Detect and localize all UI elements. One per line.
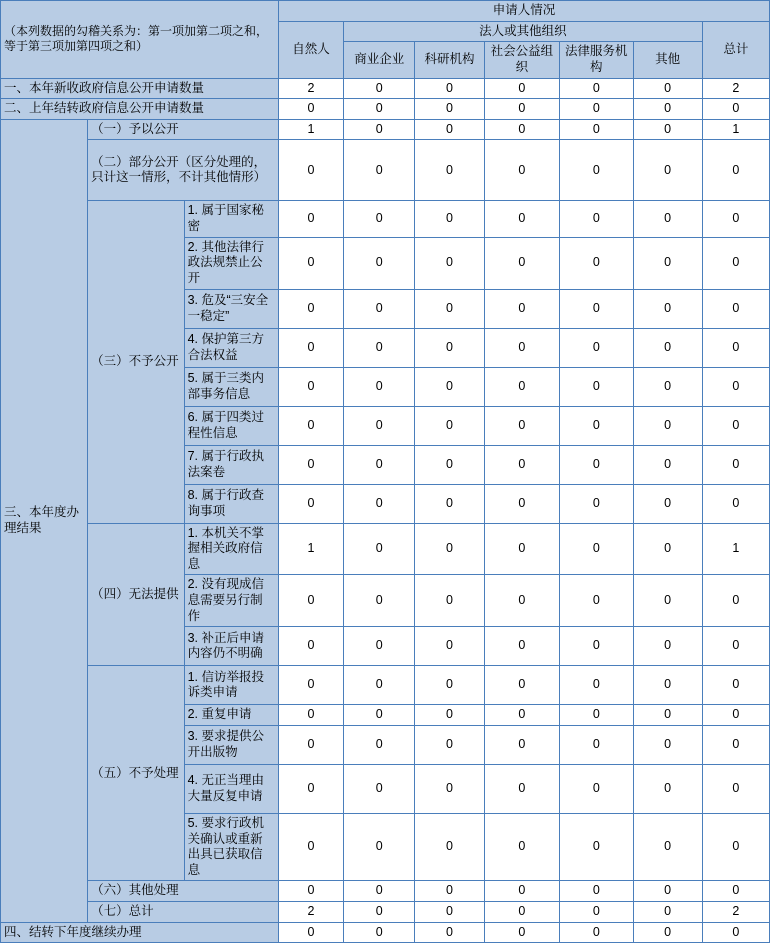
- table-row: [1, 201, 770, 237]
- cell-value: 0: [279, 705, 344, 726]
- cell-value: 0: [279, 881, 344, 902]
- cell-value: 0: [560, 813, 633, 881]
- cell-value: 0: [560, 201, 633, 237]
- row-label-published-materials: 3. 要求提供公开出版物: [184, 725, 278, 764]
- cell-value: 0: [560, 881, 633, 902]
- cell-value: 0: [702, 99, 769, 120]
- cell-value: 0: [633, 813, 702, 881]
- row-label-reconfirm-issued: 5. 要求行政机关确认或重新出具已获取信息: [184, 813, 278, 881]
- cell-value: 0: [344, 201, 415, 237]
- cell-value: 0: [344, 140, 415, 201]
- cell-value: 0: [633, 902, 702, 923]
- row-label-processing-results: 三、本年度办理结果: [1, 119, 88, 922]
- cell-value: 0: [344, 406, 415, 445]
- cell-value: 0: [484, 367, 560, 406]
- cell-value: 0: [279, 575, 344, 627]
- cell-value: 0: [560, 140, 633, 201]
- cell-value: 0: [344, 764, 415, 813]
- cell-value: 0: [484, 523, 560, 575]
- cell-value: 0: [633, 725, 702, 764]
- cell-value: 0: [344, 881, 415, 902]
- row-label-disclosed: （一）予以公开: [88, 119, 279, 140]
- cell-value: 0: [633, 406, 702, 445]
- cell-value: 0: [279, 406, 344, 445]
- row-label-internal-affairs: 5. 属于三类内部事务信息: [184, 367, 278, 406]
- cell-value: 0: [702, 484, 769, 523]
- row-label-admin-inquiry: 8. 属于行政查询事项: [184, 484, 278, 523]
- cell-value: 0: [560, 406, 633, 445]
- row-label-not-processed: （五）不予处理: [88, 666, 185, 881]
- cell-value: 0: [415, 406, 484, 445]
- header-natural-person: 自然人: [279, 21, 344, 78]
- cell-value: 0: [560, 764, 633, 813]
- header-legal-or-other: 法人或其他组织: [344, 21, 703, 42]
- cell-value: 0: [633, 666, 702, 705]
- cell-value: 0: [279, 328, 344, 367]
- cell-value: 0: [484, 902, 560, 923]
- header-total: 总计: [702, 21, 769, 78]
- cell-value: 0: [633, 367, 702, 406]
- cell-value: 0: [344, 367, 415, 406]
- cell-value: 0: [633, 289, 702, 328]
- row-label-subtotal: （七）总计: [88, 902, 279, 923]
- header-other: 其他: [633, 42, 702, 78]
- row-label-not-disclosed: （三）不予公开: [88, 201, 185, 523]
- cell-value: 0: [484, 328, 560, 367]
- row-label-partially-disclosed: （二）部分公开（区分处理的，只计这一情形，不计其他情形）: [88, 140, 279, 201]
- row-label-process-info: 6. 属于四类过程性信息: [184, 406, 278, 445]
- header-legal-service-org: 法律服务机构: [560, 42, 633, 78]
- cell-value: 0: [415, 523, 484, 575]
- cell-value: 0: [415, 367, 484, 406]
- cell-value: 0: [560, 445, 633, 484]
- cell-value: 0: [344, 902, 415, 923]
- row-label-other-law-prohibited: 2. 其他法律行政法规禁止公开: [184, 237, 278, 289]
- row-label-duplicate-application: 2. 重复申请: [184, 705, 278, 726]
- cell-value: 0: [344, 119, 415, 140]
- cell-value: 0: [415, 764, 484, 813]
- cell-value: 0: [415, 119, 484, 140]
- table-row: [1, 140, 770, 201]
- cell-value: 0: [702, 764, 769, 813]
- cell-value: 0: [415, 99, 484, 120]
- cell-value: 0: [633, 881, 702, 902]
- row-label-carried-over: 二、上年结转政府信息公开申请数量: [1, 99, 279, 120]
- row-label-still-unclear: 3. 补正后申请内容仍不明确: [184, 627, 278, 666]
- cell-value: 0: [633, 78, 702, 99]
- cell-value: 0: [279, 140, 344, 201]
- cell-value: 0: [702, 140, 769, 201]
- cell-value: 0: [560, 902, 633, 923]
- cell-value: 0: [415, 725, 484, 764]
- table-row: [1, 902, 770, 923]
- cell-value: 0: [484, 666, 560, 705]
- cell-value: 0: [560, 484, 633, 523]
- cell-value: 2: [702, 902, 769, 923]
- cell-value: 0: [484, 725, 560, 764]
- cell-value: 0: [344, 78, 415, 99]
- cell-value: 0: [560, 627, 633, 666]
- cell-value: 0: [415, 289, 484, 328]
- cell-value: 0: [702, 705, 769, 726]
- cell-value: 0: [279, 99, 344, 120]
- cell-value: 0: [279, 289, 344, 328]
- cell-value: 0: [279, 725, 344, 764]
- header-commercial-enterprise: 商业企业: [344, 42, 415, 78]
- cell-value: 0: [633, 523, 702, 575]
- row-label-other-handling: （六）其他处理: [88, 881, 279, 902]
- cell-value: 0: [415, 445, 484, 484]
- cell-value: 0: [415, 627, 484, 666]
- cell-value: 0: [633, 764, 702, 813]
- cell-value: 0: [560, 289, 633, 328]
- cell-value: 0: [702, 237, 769, 289]
- row-label-not-held: 1. 本机关不掌握相关政府信息: [184, 523, 278, 575]
- cell-value: 0: [702, 201, 769, 237]
- row-label-petition-complaint: 1. 信访举报投诉类申请: [184, 666, 278, 705]
- cell-value: 0: [344, 575, 415, 627]
- cell-value: 0: [633, 445, 702, 484]
- cell-value: 0: [279, 922, 344, 943]
- cell-value: 2: [279, 902, 344, 923]
- cell-value: 0: [415, 484, 484, 523]
- cell-value: 0: [702, 725, 769, 764]
- row-label-needs-creation: 2. 没有现成信息需要另行制作: [184, 575, 278, 627]
- cell-value: 0: [633, 627, 702, 666]
- cell-value: 0: [560, 575, 633, 627]
- cell-value: 0: [344, 328, 415, 367]
- cell-value: 0: [279, 237, 344, 289]
- header-research-institution: 科研机构: [415, 42, 484, 78]
- cell-value: 0: [484, 406, 560, 445]
- cell-value: 0: [560, 922, 633, 943]
- cell-value: 0: [484, 813, 560, 881]
- cell-value: 0: [415, 140, 484, 201]
- cell-value: 0: [484, 445, 560, 484]
- cell-value: 0: [344, 289, 415, 328]
- header-public-welfare-org: 社会公益组织: [484, 42, 560, 78]
- cell-value: 2: [702, 78, 769, 99]
- cell-value: 1: [279, 523, 344, 575]
- row-label-new-applications: 一、本年新收政府信息公开申请数量: [1, 78, 279, 99]
- cell-value: 0: [415, 78, 484, 99]
- cell-value: 0: [415, 237, 484, 289]
- cell-value: 0: [560, 78, 633, 99]
- cell-value: 0: [415, 575, 484, 627]
- cell-value: 0: [633, 99, 702, 120]
- cell-value: 0: [344, 484, 415, 523]
- cell-value: 0: [702, 445, 769, 484]
- cell-value: 0: [344, 922, 415, 943]
- table-row: [1, 881, 770, 902]
- cell-value: 0: [633, 119, 702, 140]
- cell-value: 0: [484, 201, 560, 237]
- cell-value: 0: [560, 119, 633, 140]
- cell-value: 0: [633, 140, 702, 201]
- header-applicant-group: 申请人情况: [279, 1, 770, 22]
- table-row: [1, 78, 770, 99]
- cell-value: 0: [415, 328, 484, 367]
- cell-value: 0: [633, 705, 702, 726]
- cell-value: 0: [344, 627, 415, 666]
- row-label-repeated-no-reason: 4. 无正当理由大量反复申请: [184, 764, 278, 813]
- row-label-third-party-rights: 4. 保护第三方合法权益: [184, 328, 278, 367]
- cell-value: 0: [279, 627, 344, 666]
- cell-value: 0: [560, 237, 633, 289]
- cell-value: 0: [279, 201, 344, 237]
- cell-value: 0: [484, 922, 560, 943]
- cell-value: 0: [633, 575, 702, 627]
- cell-value: 0: [279, 367, 344, 406]
- corner-note: （本列数据的勾稽关系为：第一项加第二项之和，等于第三项加第四项之和）: [1, 1, 279, 79]
- cell-value: 0: [560, 99, 633, 120]
- row-label-endangers-security: 3. 危及“三安全一稳定”: [184, 289, 278, 328]
- row-label-carry-to-next-year: 四、结转下年度继续办理: [1, 922, 279, 943]
- cell-value: 0: [484, 705, 560, 726]
- cell-value: 0: [633, 922, 702, 943]
- cell-value: 0: [415, 902, 484, 923]
- cell-value: 0: [484, 881, 560, 902]
- cell-value: 0: [279, 666, 344, 705]
- row-label-enforcement-files: 7. 属于行政执法案卷: [184, 445, 278, 484]
- cell-value: 0: [560, 328, 633, 367]
- cell-value: 0: [279, 764, 344, 813]
- cell-value: 0: [415, 705, 484, 726]
- cell-value: 0: [560, 523, 633, 575]
- cell-value: 0: [702, 289, 769, 328]
- table-row: [1, 119, 770, 140]
- row-label-unable-to-provide: （四）无法提供: [88, 523, 185, 666]
- cell-value: 0: [344, 99, 415, 120]
- cell-value: 0: [484, 764, 560, 813]
- cell-value: 0: [415, 813, 484, 881]
- cell-value: 0: [415, 881, 484, 902]
- cell-value: 0: [415, 666, 484, 705]
- header-row-1: [1, 1, 770, 22]
- cell-value: 0: [702, 813, 769, 881]
- cell-value: 0: [415, 201, 484, 237]
- cell-value: 0: [415, 922, 484, 943]
- cell-value: 0: [702, 328, 769, 367]
- cell-value: 0: [344, 725, 415, 764]
- cell-value: 0: [279, 484, 344, 523]
- cell-value: 0: [702, 666, 769, 705]
- table-row: [1, 99, 770, 120]
- cell-value: 0: [344, 237, 415, 289]
- cell-value: 0: [560, 367, 633, 406]
- cell-value: 0: [560, 705, 633, 726]
- cell-value: 0: [484, 119, 560, 140]
- cell-value: 1: [279, 119, 344, 140]
- cell-value: 1: [702, 119, 769, 140]
- cell-value: 1: [702, 523, 769, 575]
- cell-value: 0: [560, 725, 633, 764]
- cell-value: 0: [279, 813, 344, 881]
- row-label-state-secret: 1. 属于国家秘密: [184, 201, 278, 237]
- table-row: [1, 922, 770, 943]
- cell-value: 0: [702, 367, 769, 406]
- cell-value: 0: [484, 575, 560, 627]
- cell-value: 0: [484, 289, 560, 328]
- cell-value: 0: [702, 575, 769, 627]
- table-row: [1, 666, 770, 705]
- cell-value: 0: [633, 237, 702, 289]
- cell-value: 0: [633, 201, 702, 237]
- cell-value: 0: [702, 922, 769, 943]
- cell-value: 0: [279, 445, 344, 484]
- cell-value: 0: [633, 484, 702, 523]
- cell-value: 0: [344, 523, 415, 575]
- cell-value: 0: [484, 237, 560, 289]
- cell-value: 0: [484, 627, 560, 666]
- cell-value: 0: [344, 445, 415, 484]
- cell-value: 0: [560, 666, 633, 705]
- cell-value: 0: [702, 881, 769, 902]
- table-row: [1, 523, 770, 575]
- cell-value: 0: [344, 705, 415, 726]
- cell-value: 0: [702, 406, 769, 445]
- cell-value: 0: [484, 140, 560, 201]
- cell-value: 0: [484, 99, 560, 120]
- cell-value: 0: [484, 78, 560, 99]
- cell-value: 0: [633, 328, 702, 367]
- cell-value: 2: [279, 78, 344, 99]
- cell-value: 0: [484, 484, 560, 523]
- cell-value: 0: [702, 627, 769, 666]
- cell-value: 0: [344, 813, 415, 881]
- cell-value: 0: [344, 666, 415, 705]
